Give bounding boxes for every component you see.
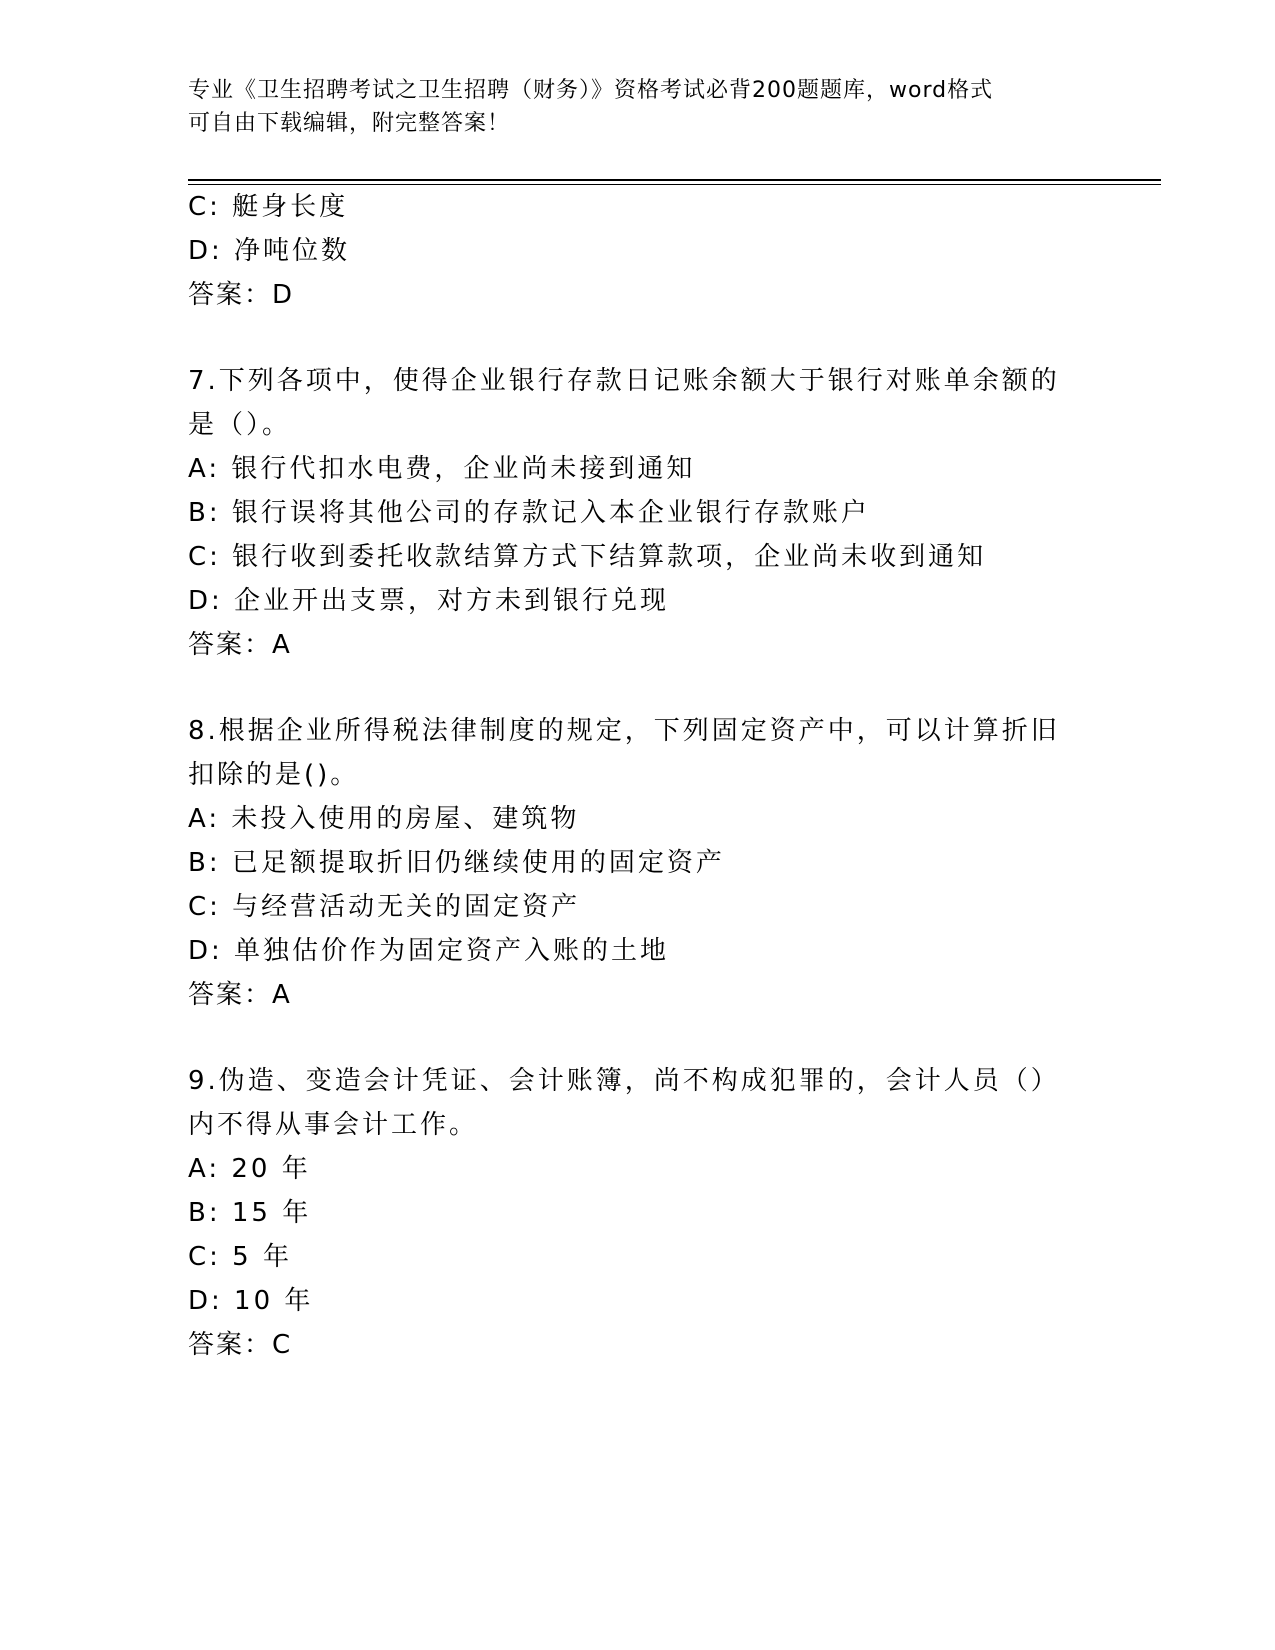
q9-option-b: B: 15 年 <box>188 1198 312 1228</box>
header-line-2: 可自由下载编辑，附完整答案！ <box>188 111 511 136</box>
header-line-1: 专业《卫生招聘考试之卫生招聘（财务）》资格考试必背200题题库，word格式 <box>188 78 994 103</box>
q9-option-a: A: 20 年 <box>188 1154 311 1184</box>
document-header <box>188 74 1068 140</box>
q9-answer: 答案：C <box>188 1330 293 1360</box>
prev-answer: 答案：D <box>188 280 295 310</box>
q7-option-a: A: 银行代扣水电费，企业尚未接到通知 <box>188 454 696 484</box>
header-divider-thin <box>188 184 1161 185</box>
q7-stem-line-1: 7.下列各项中，使得企业银行存款日记账余额大于银行对账单余额的 <box>188 366 1060 396</box>
prev-option-c: C: 艇身长度 <box>188 192 349 222</box>
q8-stem-line-1: 8.根据企业所得税法律制度的规定，下列固定资产中，可以计算折旧 <box>188 716 1060 746</box>
q8-answer: 答案：A <box>188 980 292 1010</box>
q8-option-c: C: 与经营活动无关的固定资产 <box>188 892 581 922</box>
q9-option-d: D: 10 年 <box>188 1286 314 1316</box>
q9-option-c: C: 5 年 <box>188 1242 292 1272</box>
prev-option-d: D: 净吨位数 <box>188 236 351 266</box>
q7-option-d: D: 企业开出支票，对方未到银行兑现 <box>188 586 670 616</box>
q9-stem-line-1: 9.伪造、变造会计凭证、会计账簿，尚不构成犯罪的，会计人员（） <box>188 1066 1060 1096</box>
q8-option-a: A: 未投入使用的房屋、建筑物 <box>188 804 580 834</box>
q8-option-d: D: 单独估价作为固定资产入账的土地 <box>188 936 670 966</box>
q8-option-b: B: 已足额提取折旧仍继续使用的固定资产 <box>188 848 725 878</box>
q7-option-b: B: 银行误将其他公司的存款记入本企业银行存款账户 <box>188 498 870 528</box>
q7-stem-line-2: 是（）。 <box>188 410 292 440</box>
header-divider-thick <box>188 179 1161 181</box>
q9-stem-line-2: 内不得从事会计工作。 <box>188 1110 479 1140</box>
q8-stem-line-2: 扣除的是()。 <box>188 760 360 790</box>
q7-option-c: C: 银行收到委托收款结算方式下结算款项，企业尚未收到通知 <box>188 542 987 572</box>
q7-answer: 答案：A <box>188 630 292 660</box>
